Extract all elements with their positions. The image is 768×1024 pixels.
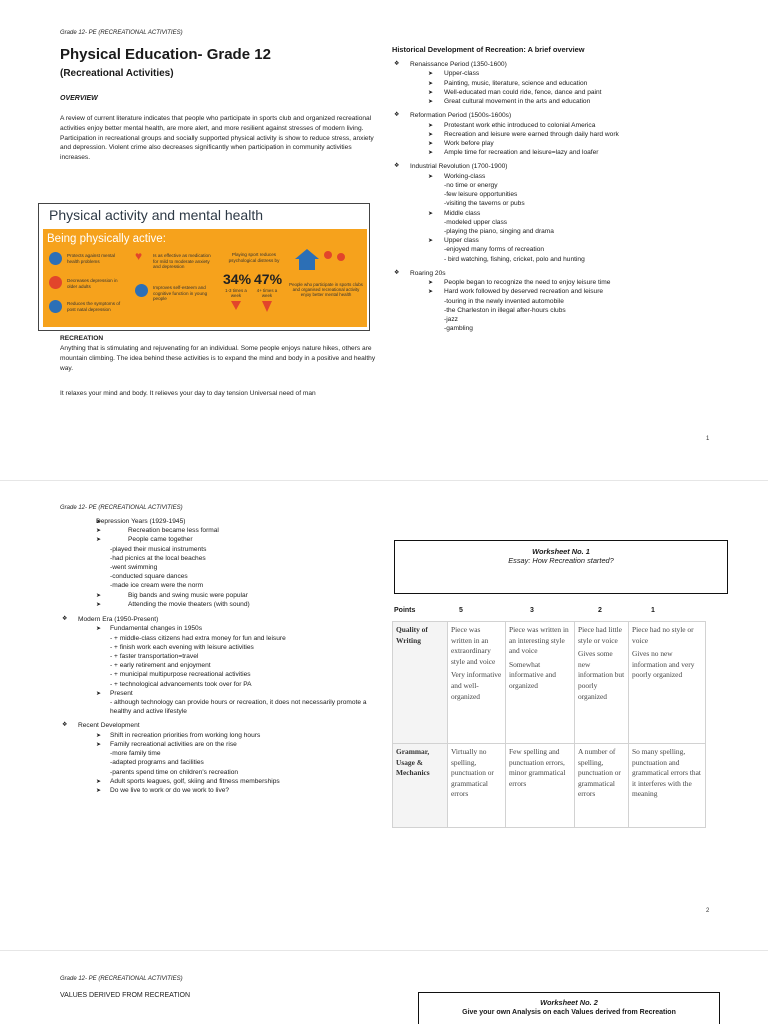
document-title: Physical Education- Grade 12	[60, 46, 271, 63]
brain-icon	[135, 284, 148, 297]
rubric-criterion: Quality of Writing	[393, 622, 448, 744]
period-title: ❖ Modern Era (1950-Present)	[60, 615, 370, 624]
head-icon	[49, 252, 62, 265]
rubric-cell-text	[578, 625, 625, 702]
rubric-cell-text	[578, 747, 625, 800]
bullet-point: ➤ People came together	[60, 535, 370, 544]
bullet-point: ➤ Fundamental changes in 1950s	[60, 624, 370, 633]
infographic-item: Improves self-esteem and cognitive function in young people	[153, 285, 208, 302]
sub-point: -few leisure opportunities	[444, 191, 518, 199]
runner-icon	[324, 251, 332, 259]
sub-point: -went swimming	[110, 564, 158, 572]
sub-point: - + middle-class citizens had extra money for fun and leisure	[110, 634, 286, 642]
rubric-cell-text	[451, 747, 502, 800]
worksheet-1-box	[394, 540, 728, 594]
rubric-cell-line: So many spelling, punctuation and grammatical errors that it interferes with the meaning	[632, 747, 701, 799]
rubric-cell	[629, 622, 706, 744]
sub-point: -visiting the taverns or pubs	[444, 200, 525, 208]
infographic-panel	[43, 229, 367, 327]
overview-paragraph: A review of current literature indicates that people who participate in sports club and organized recreational activities enjoy better mental health, are more alert, and more resilient against stresses of modern living. Participation in recreational groups and socially supported physical activity is show to reduce stress, anxiety and depression. Violent crime also decreases significantly when participation in community activities increases.	[60, 115, 374, 162]
values-heading: VALUES DERIVED FROM RECREATION	[60, 992, 191, 999]
rubric-cell-line: Very informative and well-organized	[451, 670, 502, 701]
period-title: ❖ Roaring 20s	[392, 269, 732, 278]
page-1	[0, 0, 768, 470]
rubric-cell-text	[632, 747, 702, 800]
period-title: ❖ Recent Development	[60, 721, 370, 730]
stat-percent-2: 47%	[254, 271, 283, 287]
worksheet-subtitle: Essay: How Recreation started?	[508, 556, 614, 565]
sub-point: -had picnics at the local beaches	[110, 554, 206, 562]
rubric-cell	[506, 744, 575, 828]
sub-point: - + faster transportation=travel	[110, 653, 199, 661]
worksheet-title: Worksheet No. 2	[540, 998, 598, 1007]
rubric-cell-line: Gives no new information and very poorly organized	[632, 649, 695, 680]
rubric-cell-line: Piece was written in an extraordinary style and voice	[451, 625, 496, 666]
heart-icon: ♥	[135, 249, 143, 263]
depression-years-section	[60, 517, 370, 800]
elderly-person-icon	[49, 276, 62, 289]
bullet-point: ➤ Work before play	[392, 139, 732, 148]
house-icon-body	[299, 259, 315, 270]
sub-point: -modeled upper class	[444, 218, 508, 226]
stat-label-2: 4+ times a week	[256, 288, 278, 298]
rubric-cell-text	[451, 625, 502, 702]
mental-health-infographic	[38, 203, 370, 331]
sub-point: -the Charleston in illegal after-hours clubs	[444, 306, 566, 314]
rubric-cell-line: Piece was written in an interesting style and voice	[509, 625, 569, 656]
rubric-criterion: Grammar, Usage & Mechanics	[393, 744, 448, 828]
rubric-table	[392, 603, 706, 799]
page-number: 1	[706, 436, 710, 442]
infographic-item: Playing sport reduces psychological distress by	[228, 252, 280, 263]
worksheet-title: Worksheet No. 1	[532, 547, 590, 556]
sub-point: -no time or energy	[444, 182, 498, 190]
rubric-cell	[448, 622, 506, 744]
sub-point: - + technological advancements took over for PA	[110, 680, 252, 688]
rubric-score: 2	[598, 607, 602, 614]
bullet-point: ➤ Adult sports leagues, golf, skiing and fitness memberships	[60, 777, 370, 786]
period-title: ❖ Renaissance Period (1350-1600)	[392, 60, 732, 69]
bullet-point: ➤ Well-educated man could ride, fence, dance and paint	[392, 88, 732, 97]
sub-point: -made ice cream were the norm	[110, 582, 204, 590]
rubric-cell	[629, 744, 706, 828]
sub-point: -jazz	[444, 316, 458, 324]
sub-point: -playing the piano, singing and drama	[444, 228, 554, 236]
sub-point: - + finish work each evening with leisure activities	[110, 643, 254, 651]
page-header: Grade 12- PE (RECREATIONAL ACTIVITIES)	[60, 976, 183, 982]
infographic-item: Protects against mental health problems	[67, 253, 116, 264]
page-header: Grade 12- PE (RECREATIONAL ACTIVITIES)	[60, 505, 183, 511]
rubric-cell	[448, 744, 506, 828]
rubric-score: 1	[651, 607, 655, 614]
period-title: ❖ Reformation Period (1500s-1600s)	[392, 111, 732, 120]
sub-point: -more family time	[110, 750, 161, 758]
recreation-paragraph-2: It relaxes your mind and body. It relieves your day to day tension Universal need of man	[60, 390, 316, 397]
period-block	[392, 162, 732, 263]
bullet-point: ➤ Big bands and swing music were popular	[60, 591, 370, 600]
bullet-point: ➤ Shift in recreation priorities from working long hours	[60, 731, 370, 740]
arrow-down-icon	[231, 301, 241, 310]
arrow-down-icon	[262, 301, 272, 312]
infographic-item: Is as effective as medication for mild to moderate anxiety and depression	[153, 253, 211, 270]
bullet-point: ➤ Ample time for recreation and leisure=lazy and loafer	[392, 148, 732, 157]
page-divider	[0, 480, 768, 481]
history-section	[392, 45, 732, 339]
sub-point: - bird watching, fishing, cricket, polo and hunting	[444, 255, 585, 263]
rubric-cell-text	[509, 747, 571, 789]
bullet-point: ➤ Protestant work ethic introduced to colonial America	[392, 121, 732, 130]
rubric-score: 3	[530, 607, 534, 614]
rubric-cell-line: Piece had no style or voice	[632, 625, 694, 645]
rubric-cell-line: Somewhat informative and organized	[509, 659, 556, 690]
stat-label-1: 1-3 times a week	[225, 288, 247, 298]
sub-point: -adapted programs and facilities	[110, 759, 204, 767]
document-subtitle: (Recreational Activities)	[60, 68, 174, 79]
rubric-score: 5	[459, 607, 463, 614]
recreation-heading: RECREATION	[60, 335, 104, 342]
rubric-cell-line: Virtually no spelling, punctuation or grammatical errors	[451, 747, 494, 799]
infographic-subtitle: Being physically active:	[47, 233, 166, 245]
bullet-point: ➤ Upper class	[392, 236, 732, 245]
rubric-points-label: Points	[394, 607, 416, 614]
sub-point: - although technology can provide hours or recreation, it does not necessarily promote a healthy and active lifestyle	[110, 699, 367, 716]
period-block	[392, 269, 732, 334]
bullet-point: ➤ Upper-class	[392, 69, 732, 78]
worksheet-subtitle: Give your own Analysis on each Values derived from Recreation	[462, 1009, 676, 1016]
rubric-cell	[575, 622, 629, 744]
bullet-point: ➤ Hard work followed by deserved recreation and leisure	[392, 287, 732, 296]
bullet-point: ➤ Great cultural movement in the arts and education	[392, 97, 732, 106]
sub-point: -parents spend time on children's recreation	[110, 768, 239, 776]
infographic-item: Decreases depression in older adults	[67, 278, 118, 289]
sub-point: -conducted square dances	[110, 573, 188, 581]
sub-point: -enjoyed many forms of recreation	[444, 246, 545, 254]
mother-icon	[49, 300, 62, 313]
history-period-list	[392, 60, 732, 334]
rubric-cell	[575, 744, 629, 828]
rubric-cell-text	[632, 625, 702, 681]
bullet-point: ➤ Family recreational activities are on the rise	[60, 740, 370, 749]
sub-point: -touring in the newly invented automobile	[444, 297, 564, 305]
history-period-list	[60, 615, 370, 795]
page-divider	[0, 950, 768, 951]
sub-point: -played their musical instruments	[110, 545, 207, 553]
recreation-paragraph: Anything that is stimulating and rejuvenating for an individual. Some people enjoys nature hikes, others are mountain climbing. The idea behind these activities is to expand the mind and body in a positive and healthy way.	[60, 345, 376, 372]
page-3	[0, 960, 768, 1024]
period-title: ❖ Industrial Revolution (1700-1900)	[392, 162, 732, 171]
rubric-cell-line: Piece had little style or voice	[578, 625, 622, 645]
sub-point: -gambling	[444, 325, 473, 333]
bullet-point: ➤ Attending the movie theaters (with sound)	[60, 600, 370, 609]
table-row	[393, 622, 706, 744]
rubric-cell-line: Few spelling and punctuation errors, minor grammatical errors	[509, 747, 566, 788]
infographic-item: People who participate in sports clubs and organised recreational activity enjoy better mental health	[289, 282, 363, 297]
period-block	[60, 615, 370, 716]
table-row	[393, 744, 706, 828]
page-header: Grade 12- PE (RECREATIONAL ACTIVITIES)	[60, 30, 183, 36]
period-block	[60, 721, 370, 795]
overview-heading: OVERVIEW	[60, 95, 98, 102]
page-number: 2	[706, 908, 710, 914]
bullet-point: ➤ Present	[60, 689, 370, 698]
bullet-point: ➤ Do we live to work or do we work to live?	[60, 786, 370, 795]
history-title: Historical Development of Recreation: A brief overview	[392, 45, 585, 54]
period-block	[392, 111, 732, 157]
bullet-point: ➤ People began to recognize the need to enjoy leisure time	[392, 278, 732, 287]
bullet-point: ➤ Painting, music, literature, science and education	[392, 79, 732, 88]
sub-point: - + early retirement and enjoyment	[110, 662, 211, 670]
sub-point: - + municipal multipurpose recreational activities	[110, 671, 251, 679]
rubric-grid	[392, 621, 706, 828]
stat-percent-1: 34%	[223, 271, 252, 287]
bullet-point: ➤ Recreation and leisure were earned through daily hard work	[392, 130, 732, 139]
bullet-point: ➤ Working-class	[392, 172, 732, 181]
depression-years-list	[60, 517, 370, 609]
infographic-title: Physical activity and mental health	[49, 207, 263, 223]
rubric-cell-text	[509, 625, 571, 692]
period-title: ➤ Depression Years (1929-1945)	[60, 517, 370, 526]
worksheet-2-box	[418, 992, 720, 1024]
rubric-header	[392, 603, 706, 619]
rubric-cell	[506, 622, 575, 744]
runner-icon	[337, 253, 345, 261]
bullet-point: ➤ Recreation became less formal	[60, 526, 370, 535]
infographic-item: Reduces the symptoms of post natal depression	[67, 301, 121, 312]
house-icon	[295, 249, 319, 259]
period-block	[392, 60, 732, 106]
bullet-point: ➤ Middle class	[392, 209, 732, 218]
rubric-cell-line: Gives some new information but poorly organized	[578, 649, 625, 701]
rubric-cell-line: A number of spelling, punctuation or grammatical errors	[578, 747, 621, 799]
